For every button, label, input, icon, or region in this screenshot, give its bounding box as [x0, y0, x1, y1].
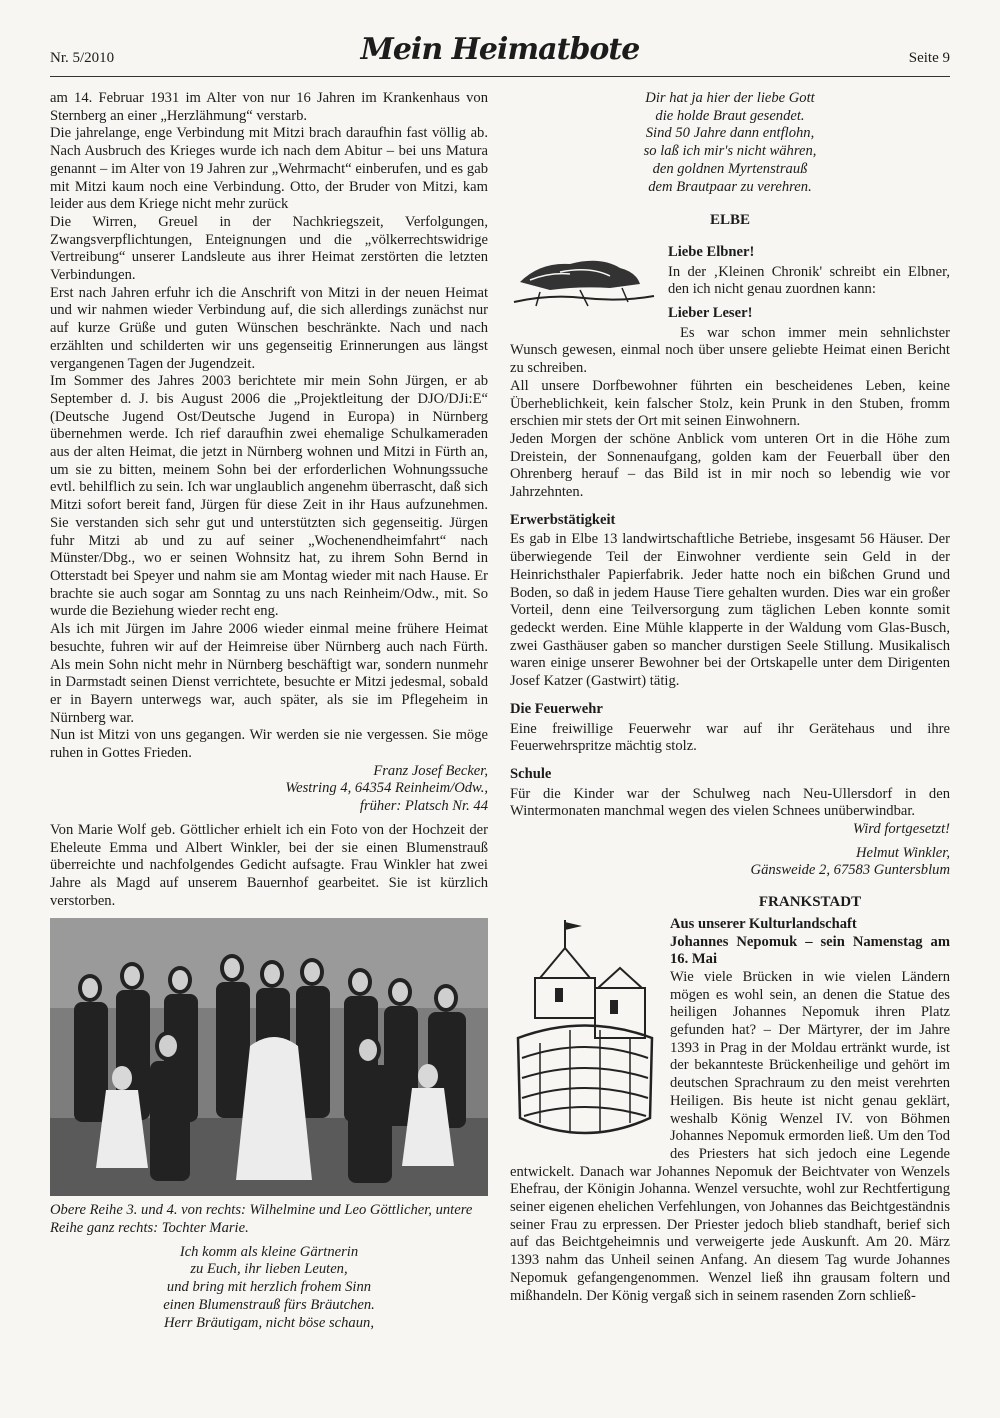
poem-line: Herr Bräutigam, nicht böse schaun,	[164, 1314, 374, 1331]
paragraph: In der ‚Kleinen Chronik' schreibt ein Elbner, den ich nicht genau zuordnen kann:	[668, 263, 950, 298]
paragraph: Die jahrelange, enge Verbindung mit Mitzi brach daraufhin fast völlig ab. Nach Ausbruch des Krieges wurde ich nach dem Abitur – bei uns Matura genannt – im Alter von 19 Jahren zur „Wehrmacht“ einberufen, und es gab mit Mitzi kaum noch eine Verbindung. Otto, der Bruder von Mitzi, kam leider aus dem Kriege nicht mehr zurück	[50, 125, 488, 213]
masthead-logo: Mein Heimatbote	[360, 32, 640, 67]
page-header	[50, 28, 950, 77]
poem-part-two	[510, 90, 950, 196]
subheading: Aus unserer Kulturlandschaft	[670, 915, 857, 932]
poem-line: zu Euch, ihr lieben Leuten,	[190, 1261, 348, 1278]
subheading: Erwerbstätigkeit	[510, 511, 616, 528]
author-address: Westring 4, 64354 Reinheim/Odw.,	[285, 780, 488, 797]
wedding-photo	[50, 918, 488, 1196]
author-name: Helmut Winkler,	[855, 844, 950, 861]
church-tower-sketch-icon	[510, 918, 660, 1153]
author-address: Gänsweide 2, 67583 Guntersblum	[750, 862, 950, 879]
poem-line: und bring mit herzlich frohem Sinn	[166, 1279, 372, 1296]
paragraph: Als ich mit Jürgen im Jahre 2006 wieder einmal meine frühere Heimat besuchte, fuhren wir auf der Heimreise über Nürnberg auch nach Fürth. Als mein Sohn nicht mehr in Nürnberg beschäftigt war, sondern nunmehr in Darmstadt seinen Dienst verrichtete, besuchte er Mitzi jedesmal, sobald er in Bayern unterwegs war, auch später, als sie im Pflegeheim in Nürnberg war.	[50, 621, 488, 726]
elbe-intro	[510, 238, 950, 325]
paragraph: Im Sommer des Jahres 2003 berichtete mir mein Sohn Jürgen, er ab September d. J. bis August 2006 die „Projektleitung der DJO/DJi:E“ (Deutsche Jugend Ost/Deutsche Jugend in Europa) in Nürnberg übernehmen werde. Ich rief daraufhin zwei ehemalige Schulkameraden aus der alten Heimat, die jetzt in Nürnberg wohnen und Mitzi in Fürth an, um sie zu bitten, meinem Sohn bei der erforderlichen Wohnungssuche evtl. behilflich zu sein. Ich war unglaublich angenehm überrascht, daß sich Mitzi sofort bereit fand, Jürgen für diese Zeit in ihr Haus aufzunehmen. Sie verstanden sich sehr gut und unterstützten sich gegenseitig. Jürgen fuhr Mitzi ab und zu auf seiner „Wochenendheimfahrt“ nach Münster/Dbg., wo er seinen Wohnsitz hat, zu ihrem Sohn Bernd in Otterstadt bei Speyer und nahm sie am Montag wieder mit nach Hause. Er brachte sie auch sogar am Sonntag zu uns nach Reinheim/Odw., mit. So wurde die Beziehung wieder recht eng.	[50, 373, 488, 620]
photo-caption: Obere Reihe 3. und 4. von rechts: Wilhelmine und Leo Göttlicher, untere Reihe ganz rechts: Tochter Marie.	[50, 1202, 473, 1237]
paragraph: Die Wirren, Greuel in der Nachkriegszeit, Verfolgungen, Zwangsverpflichtungen, Enteignungen und die „völkerrechtswidrige Vertreibung“ unserer Landsleute aus ihrer Heimat zerstörten die letzten Verbindungen.	[50, 213, 488, 284]
wedding-photo-image	[50, 918, 488, 1196]
subheading: Johannes Nepomuk – sein Namenstag am 16. Mai	[670, 933, 950, 968]
subheading: Liebe Elbner!	[668, 243, 755, 260]
landscape-sketch-icon	[510, 242, 658, 312]
frankstadt-article	[510, 894, 950, 1305]
poem-line: so laß ich mir's nicht währen,	[643, 143, 817, 160]
right-column	[510, 90, 950, 1305]
author-former-address: früher: Platsch Nr. 44	[359, 798, 488, 815]
subheading: Die Feuerwehr	[510, 700, 603, 717]
section-title-elbe: ELBE	[709, 212, 751, 229]
subheading: Schule	[510, 765, 552, 782]
poem-line: einen Blumenstrauß fürs Bräutchen.	[163, 1296, 375, 1313]
left-column	[50, 90, 488, 1332]
poem-line: Dir hat ja hier der liebe Gott	[645, 90, 815, 106]
author-name: Franz Josef Becker,	[373, 762, 488, 779]
paragraph: Für die Kinder war der Schulweg nach Neu-Ullersdorf in den Wintermonaten manchmal wegen des vielen Schnees unüberwindbar.	[510, 785, 950, 820]
section-title-frankstadt: FRANKSTADT	[758, 894, 862, 911]
issue-number: Nr. 5/2010	[50, 50, 115, 66]
poem-line: den goldnen Myrtenstrauß	[652, 160, 808, 177]
paragraph: am 14. Februar 1931 im Alter von nur 16 Jahren im Krankenhaus von Sternberg an einer „Herzlähmung“ verstarb.	[50, 90, 488, 124]
page-number: Seite 9	[908, 50, 950, 66]
paragraph: Es war schon immer mein sehnlichster Wunsch gewesen, einmal noch über unsere geliebte Heimat einen Bericht zu schreiben.	[510, 324, 950, 377]
poem-line: die holde Braut gesendet.	[655, 107, 805, 124]
paragraph: Nun ist Mitzi von uns gegangen. Wir werden sie nie vergessen. Sie möge ruhen in Gottes Frieden.	[50, 727, 488, 762]
paragraph: Von Marie Wolf geb. Göttlicher erhielt ich ein Foto von der Hochzeit der Eheleute Emma und Albert Winkler, bei der sie einen Blumenstrauß überreichte und nachfolgendes Gedicht aufsagte. Frau Winkler hat zwei Jahre als Magd auf unserem Bauernhof gearbeitet. Sie ist kürzlich verstorben.	[50, 821, 488, 909]
subheading: Lieber Leser!	[668, 305, 753, 322]
paragraph: All unsere Dorfbewohner führten ein bescheidenes Leben, keine Überheblichkeit, kein falscher Stolz, kein Prunk in den Stuben, fromm erschien mir stets der Ort mit seinen Einwohnern.	[510, 377, 950, 430]
paragraph: Es gab in Elbe 13 landwirtschaftliche Betriebe, insgesamt 56 Häuser. Der überwiegende Teil der Einwohner verdiente sein Geld in der Heinrichsthaler Papierfabrik. Jeder hatte noch ein bißchen Grund und Boden, so daß in jedem Hause Tiere gehalten wurden. Dies war ein großer Vorteil, denn eine Teilversorgung zum täglichen Leben konnte somit gedeckt werden. Eine Mühle klapperte in der Waldung vom Glas-Busch, zwei Gasthäuser gaben so mancher durstigen Seele Stillung. Musikalisch waren einige unserer Bewohner bei der Ortskapelle unter dem Dirigenten Josef Katzer (Gastwirt) tätig.	[510, 531, 950, 690]
poem-line: Ich komm als kleine Gärtnerin	[179, 1243, 359, 1260]
paragraph: Eine freiwillige Feuerwehr war auf ihr Gerätehaus und ihre Feuerwehrspritze mächtig stolz.	[510, 720, 950, 755]
paragraph: Wie viele Brücken in wie vielen Ländern mögen es wohl sein, an denen die Statue des heiligen Johannes Nepomuk ihren Platz gefunden hat? – Der Märtyrer, der im Jahre 1393 in Prag in der Moldau ertränkt wurde, ist der bekannteste Brückenheilige und gehört im deutschen Sprachraum zu den meist verehrten Heiligen. Bis heute ist nicht genau geklärt, weshalb König Wenzel IV. von Böhmen Johannes Nepomuk ermorden ließ. Um den Tod des Priesters hat sich jedoch eine Legende entwickelt. Danach war Johannes Nepomuk der Beichtvater von Wenzels Ehefrau, der Königin Johanna. Wenzel versuchte, wohl zur Rechtfertigung seiner eigenen ehelichen Verfehlungen, von Johannes das Beichtgeständnis seiner Frau zu erpressen. Der Priester jedoch blieb standhaft, berief sich auf das Beichtgeheimnis und verweigerte jede Auskunft. Am 20. März 1393 nahm das Unheil seinen Anfang. An diesem Tag wurde Johannes Nepomuk gefangengenommen. Wenzel ließ ihn grausam foltern und mißhandeln. Der König vergaß sich in seinem rasenden Zorn schließ-	[510, 968, 950, 1304]
poem-part-one	[50, 1244, 488, 1333]
paragraph: Jeden Morgen der schöne Anblick vom unteren Ort in die Höhe zum Dreistein, der Sonnenaufgang, golden kam der Feuerball über den Ohrenberg herauf – das Bild ist in mir noch so lebendig wie vor Jahrzehnten.	[510, 430, 950, 501]
poem-line: Sind 50 Jahre dann entflohn,	[645, 125, 815, 142]
continued-note: Wird fortgesetzt!	[852, 821, 950, 838]
poem-line: dem Brautpaar zu verehren.	[648, 178, 812, 195]
paragraph: Erst nach Jahren erfuhr ich die Anschrift von Mitzi in der neuen Heimat und wir nahmen wieder Verbindung auf, die sich allerdings zunächst nur auf kurze Grüße und guten Wünschen beschränkte. Nach und nach erzählten und schilderten wir uns gegenseitig Erinnerungen aus längst vergangenen Tagen der Jugendzeit.	[50, 284, 488, 372]
